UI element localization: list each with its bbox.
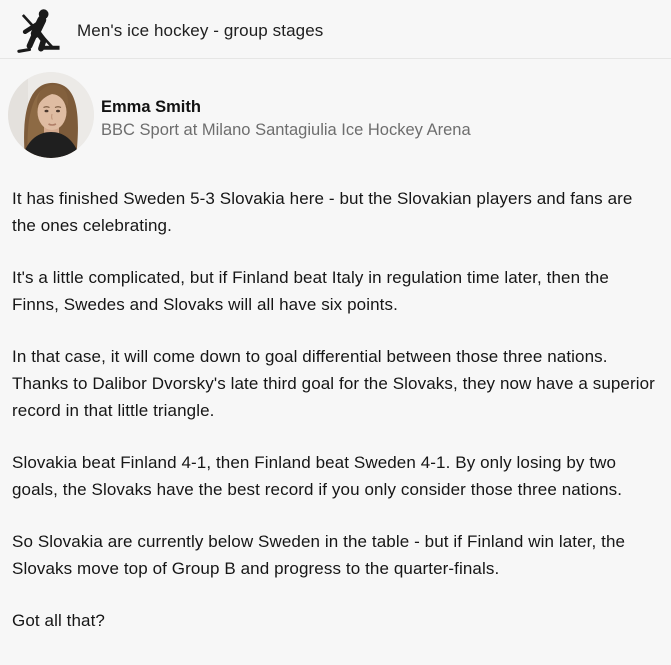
author-name: Emma Smith	[101, 98, 201, 116]
author-byline: BBC Sport at Milano Santagiulia Ice Hockey Arena	[101, 121, 471, 139]
ice-hockey-player-icon	[14, 7, 60, 54]
post-paragraph: Slovakia beat Finland 4-1, then Finland beat Sweden 4-1. By only losing by two goals, the Slovaks have the best record if you only consider those three nations.	[12, 453, 623, 499]
post-paragraph: So Slovakia are currently below Sweden in the table - but if Finland win later, the Slovaks move top of Group B and progress to the quarter-finals.	[12, 532, 626, 578]
post-category-title: Men's ice hockey - group stages	[77, 20, 324, 40]
author-info	[101, 90, 471, 140]
author-block	[0, 59, 671, 158]
post-paragraph: Got all that?	[12, 611, 105, 630]
post-paragraph: It has finished Sweden 5-3 Slovakia here - but the Slovakian players and fans are the ones celebrating.	[12, 189, 633, 235]
post-paragraph: In that case, it will come down to goal differential between those three nations. Thanks to Dalibor Dvorsky's late third goal for the Slovaks, they now have a superior record in that little triangle.	[12, 347, 655, 420]
post-paragraph: It's a little complicated, but if Finland beat Italy in regulation time later, then the Finns, Swedes and Slovaks will all have six points.	[12, 268, 609, 314]
author-avatar	[8, 72, 94, 158]
post-header	[0, 0, 671, 58]
post-body	[0, 185, 671, 634]
